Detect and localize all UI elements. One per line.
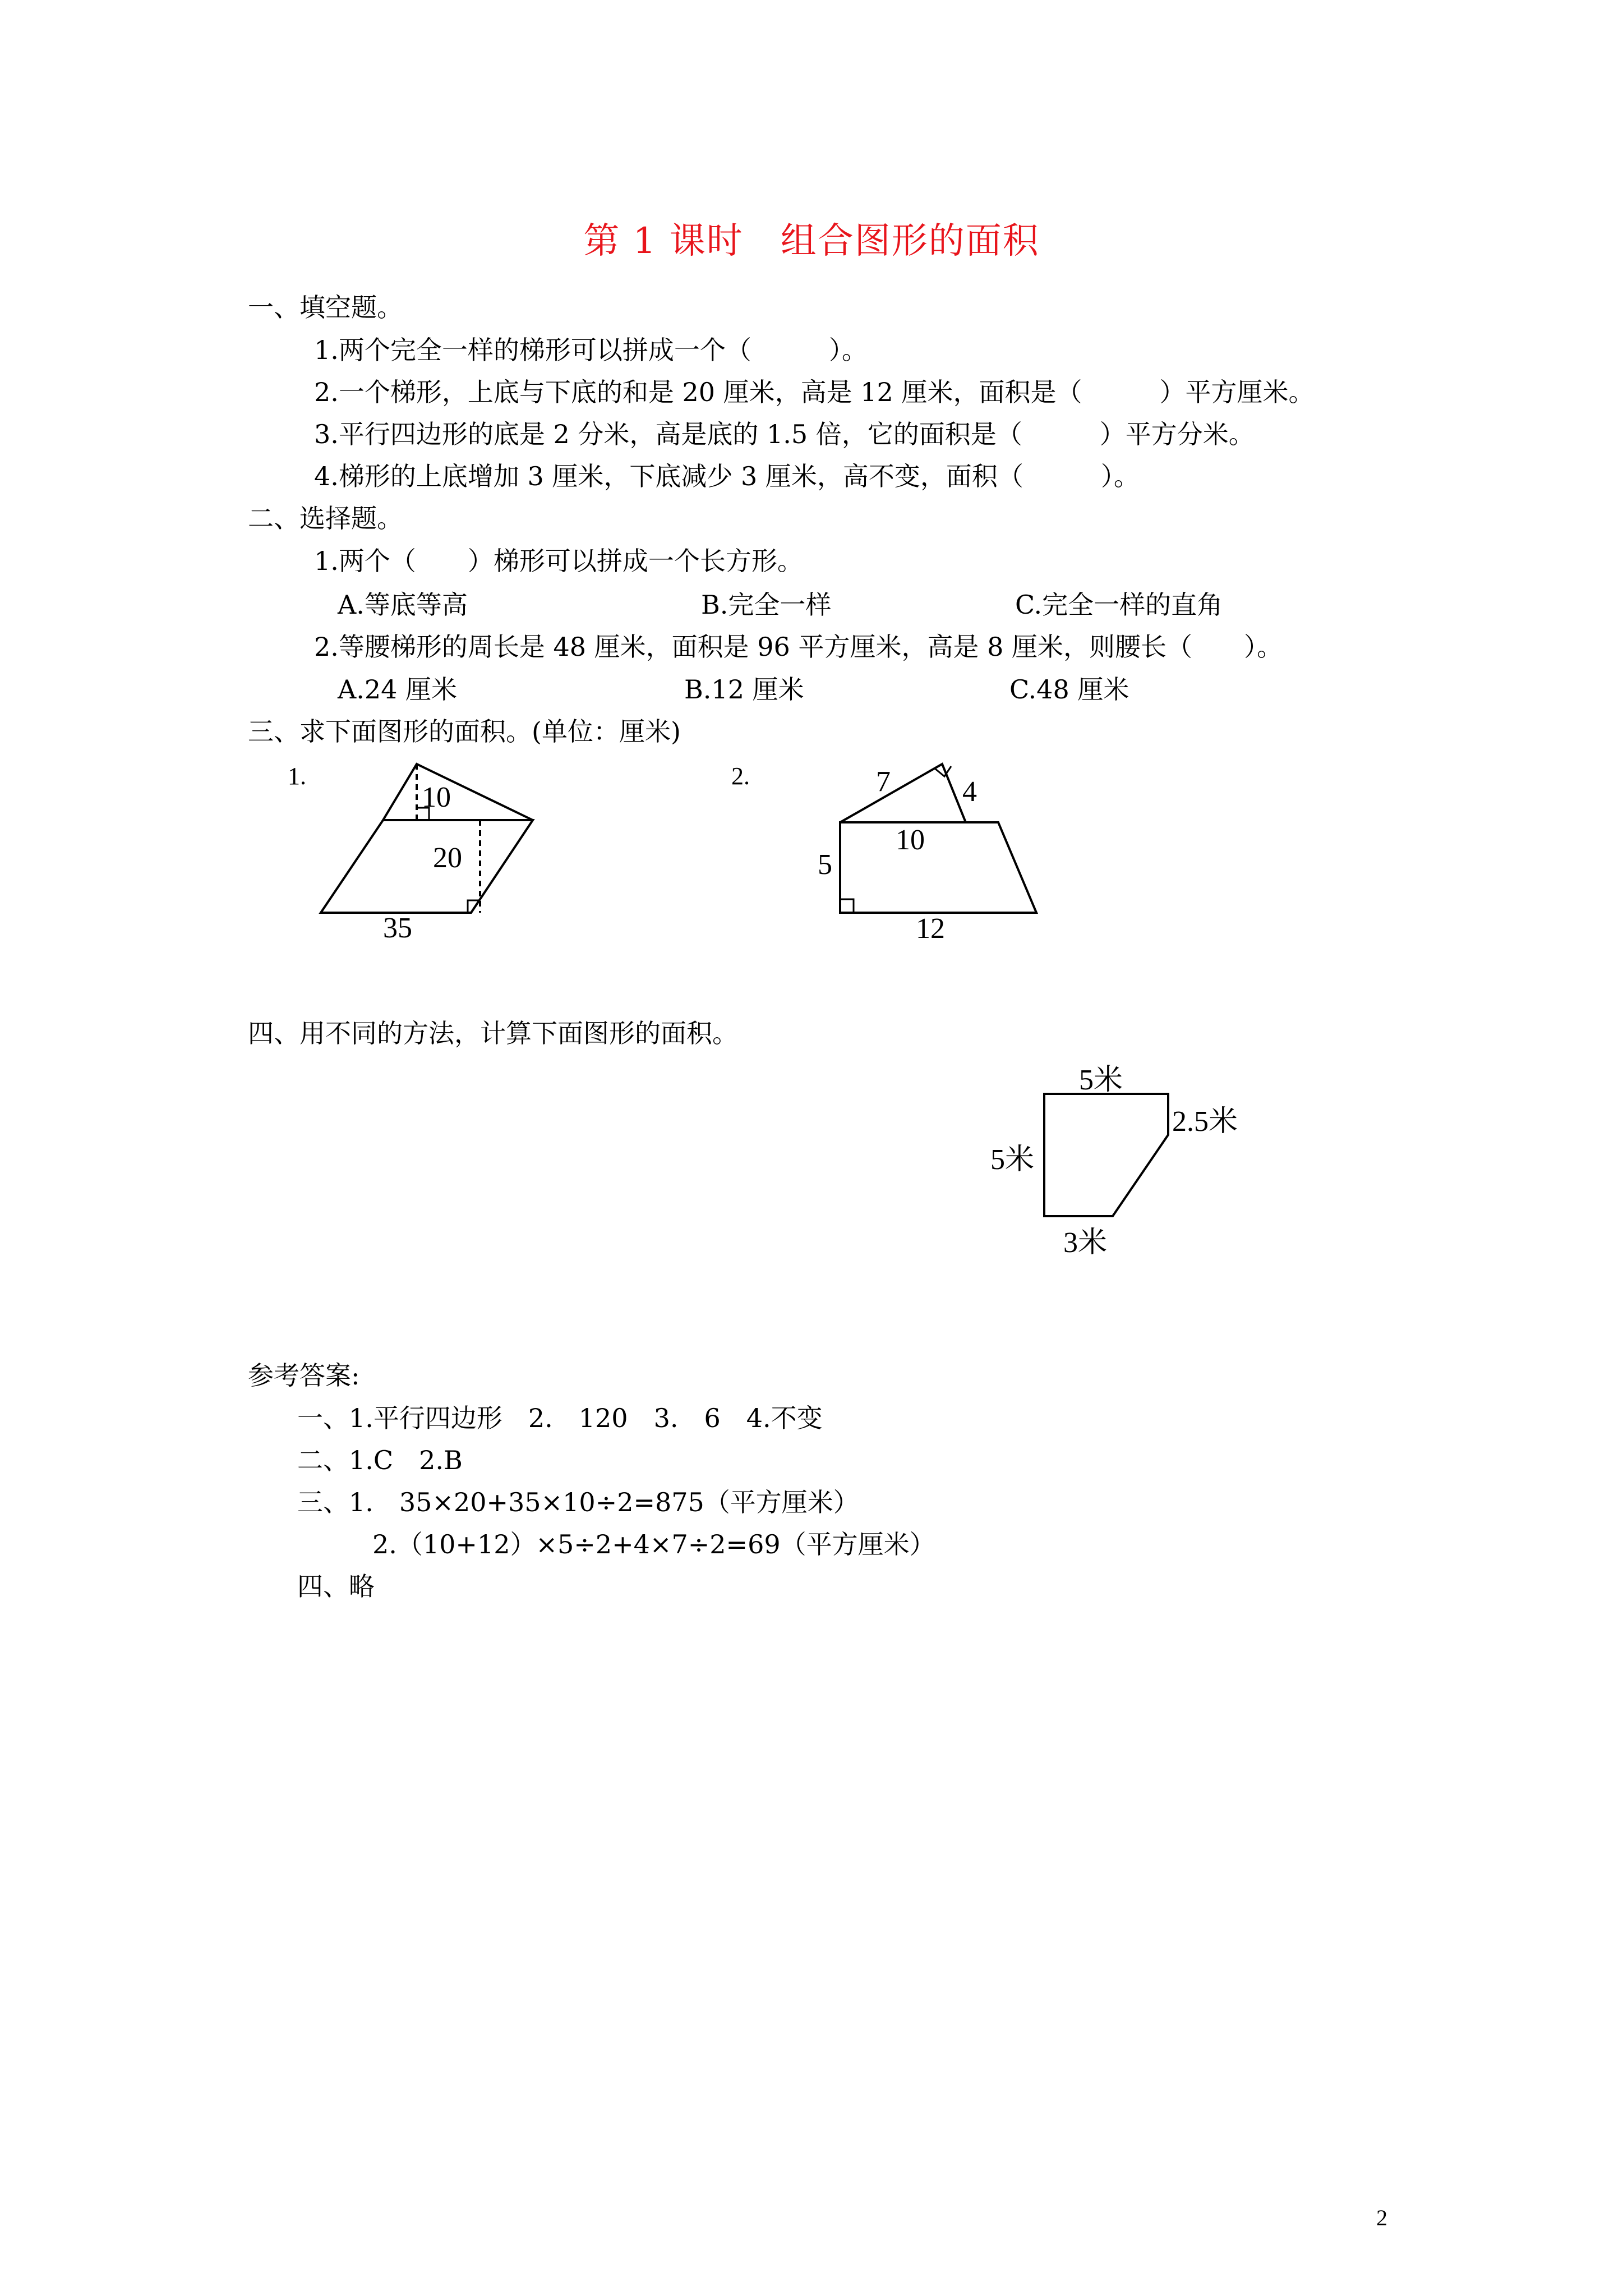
fill-question-2: 2.一个梯形，上底与下底的和是 20 厘米，高是 12 厘米，面积是（ ）平方厘米。: [314, 377, 1315, 407]
choice-question-1: 1.两个（ ）梯形可以拼成一个长方形。: [314, 546, 803, 576]
figure1-label-35: 35: [383, 912, 412, 944]
figure2-label-7: 7: [876, 766, 891, 798]
fill-question-3: 3.平行四边形的底是 2 分米，高是底的 1.5 倍，它的面积是（ ）平方分米。: [314, 419, 1255, 449]
page-title: 第 1 课时 组合图形的面积: [583, 220, 1040, 262]
answer-line-3: 三、1. 35×20+35×10÷2=875（平方厘米）: [297, 1487, 859, 1517]
section1-heading: 一、填空题。: [248, 292, 403, 323]
choice-q1-option-c: C.完全一样的直角: [1015, 590, 1223, 620]
figure4-label-left: 5米: [990, 1144, 1035, 1176]
answer-line-4: 2.（10+12）×5÷2+4×7÷2=69（平方厘米）: [372, 1529, 935, 1559]
answer-line-5: 四、略: [297, 1571, 375, 1602]
figure1-number: 1.: [288, 762, 306, 790]
figure1-label-20: 20: [433, 842, 462, 874]
choice-q2-option-c: C.48 厘米: [1009, 674, 1129, 705]
figure2-number: 2.: [731, 762, 750, 790]
answers-heading: 参考答案:: [248, 1360, 360, 1391]
figure4-label-slant: 2.5米: [1172, 1106, 1238, 1138]
figure2-label-4: 4: [962, 776, 977, 808]
figure4-shape: [1044, 1094, 1168, 1216]
answer-line-2: 二、1.C 2.B: [297, 1445, 463, 1475]
choice-q2-option-b: B.12 厘米: [684, 674, 804, 705]
figure4-label-bottom: 3米: [1063, 1227, 1108, 1259]
figure2-shape: [840, 764, 1036, 913]
choice-q1-option-b: B.完全一样: [701, 590, 832, 620]
fill-question-1: 1.两个完全一样的梯形可以拼成一个（ ）。: [314, 335, 868, 365]
answer-line-1: 一、1.平行四边形 2. 120 3. 6 4.不变: [297, 1403, 823, 1433]
figure1-label-10: 10: [422, 781, 451, 813]
choice-q2-option-a: A.24 厘米: [338, 674, 457, 705]
figure4-label-top: 5米: [1079, 1064, 1123, 1096]
figure2-label-10: 10: [896, 824, 925, 856]
page-number: 2: [1376, 2205, 1387, 2230]
section3-heading: 三、求下面图形的面积。(单位：厘米): [248, 716, 681, 747]
section4-heading: 四、用不同的方法，计算下面图形的面积。: [248, 1018, 738, 1048]
fill-question-4: 4.梯形的上底增加 3 厘米，下底减少 3 厘米，高不变，面积（ ）。: [314, 461, 1140, 491]
choice-question-2: 2.等腰梯形的周长是 48 厘米，面积是 96 平方厘米，高是 8 厘米，则腰长（ ）。: [314, 632, 1283, 662]
choice-q1-option-a: A.等底等高: [338, 590, 468, 620]
figure2-label-5: 5: [818, 849, 832, 881]
figure2-label-12: 12: [916, 913, 945, 945]
section2-heading: 二、选择题。: [248, 503, 403, 533]
